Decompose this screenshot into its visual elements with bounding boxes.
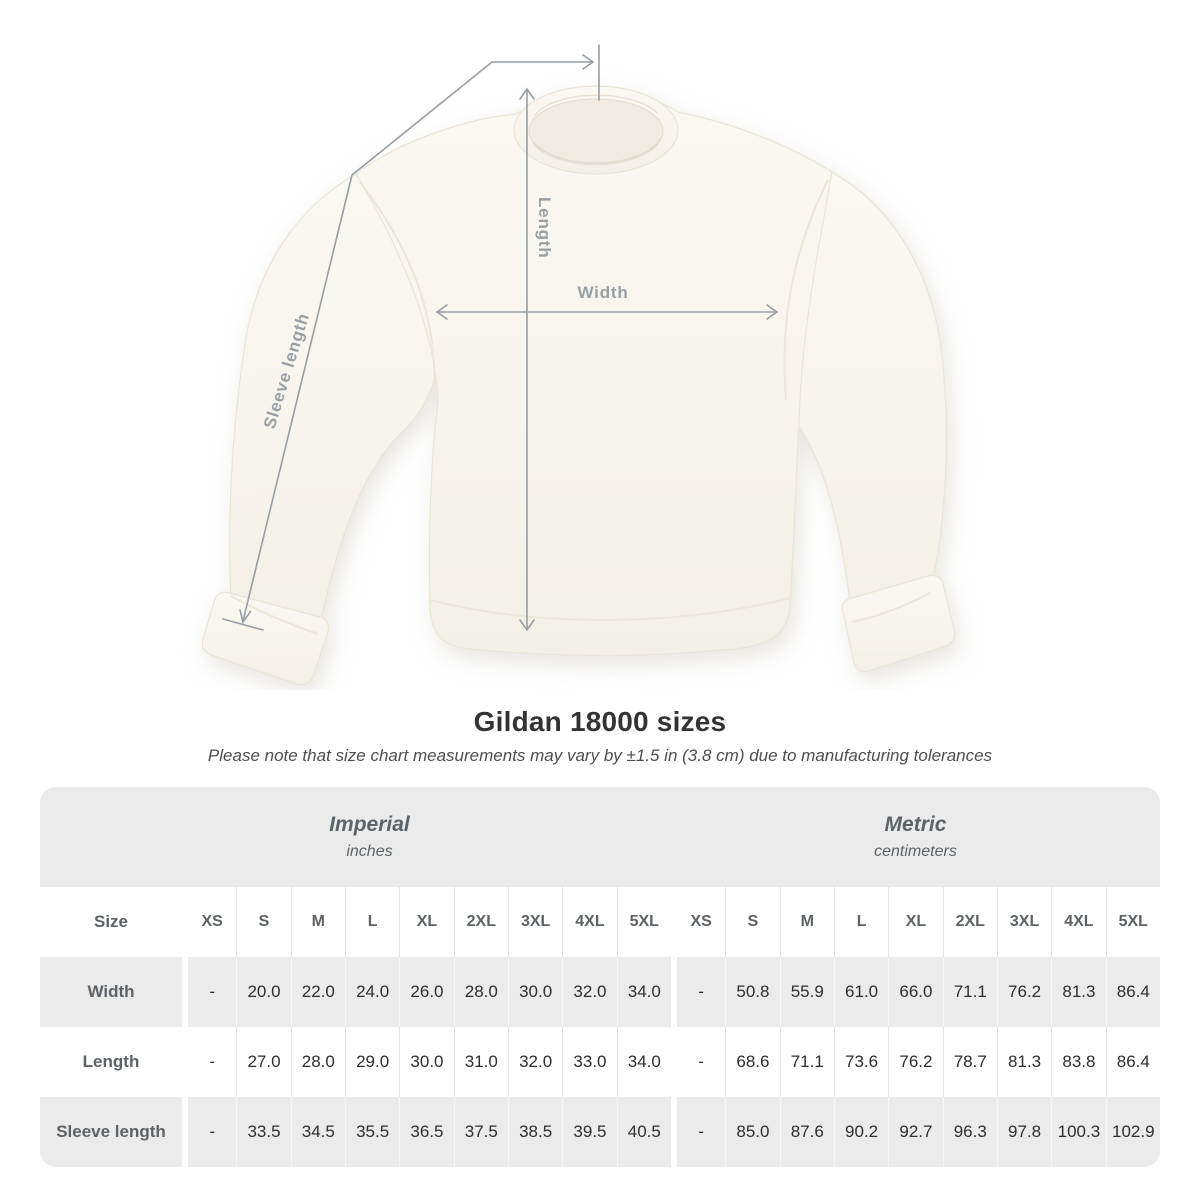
measurement-cell: 85.0 [725,1097,779,1167]
size-col-imperial-xs: XS [182,887,236,957]
measurement-cell: 86.4 [1106,1027,1160,1097]
size-col-imperial-m: M [291,887,345,957]
measurement-cell: 34.5 [291,1097,345,1167]
size-col-metric-xl: XL [888,887,942,957]
measurement-cell: 24.0 [345,957,399,1027]
measurement-cell: 96.3 [943,1097,997,1167]
measurement-cell: 66.0 [888,957,942,1027]
measurement-cell: - [182,1097,236,1167]
measurement-cell: 26.0 [399,957,453,1027]
tolerance-note: Please note that size chart measurements may vary by ±1.5 in (3.8 cm) due to manufacturing tolerances [207,746,993,765]
measurement-cell: 28.0 [454,957,508,1027]
row-label: Length [82,1052,140,1071]
size-col-imperial-2xl: 2XL [454,887,508,957]
measurement-cell: 34.0 [617,957,671,1027]
metric-unit: centimeters [874,843,957,860]
measurement-cell: - [182,957,236,1027]
size-col-metric-s: S [725,887,779,957]
page-title: Gildan 18000 sizes [473,706,727,737]
measurement-cell: 28.0 [291,1027,345,1097]
size-header: Size [93,912,129,931]
table-row-sleeve-length [40,1097,1160,1167]
measurement-cell: 33.0 [562,1027,616,1097]
measurement-cell: 86.4 [1106,957,1160,1027]
size-header-row [40,887,1160,957]
measurement-cell: 61.0 [834,957,888,1027]
size-col-metric-l: L [834,887,888,957]
measurement-cell: 22.0 [291,957,345,1027]
measurement-cell: - [182,1027,236,1097]
size-table-body [40,957,1160,1167]
imperial-unit: inches [346,843,393,860]
measurement-cell: 20.0 [236,957,290,1027]
measurement-cell: 97.8 [997,1097,1051,1167]
measurement-cell: 68.6 [725,1027,779,1097]
measurement-cell: 83.8 [1051,1027,1105,1097]
group-header-imperial [40,787,671,887]
size-col-imperial-4xl: 4XL [562,887,616,957]
measurement-cell: - [671,1097,725,1167]
measurement-cell: 36.5 [399,1097,453,1167]
table-row-length [40,1027,1160,1097]
unit-group-row [40,787,1160,887]
measurement-cell: 73.6 [834,1027,888,1097]
measurement-cell: 31.0 [454,1027,508,1097]
measurement-cell: 32.0 [508,1027,562,1097]
size-col-metric-5xl: 5XL [1106,887,1160,957]
measurement-cell: 32.0 [562,957,616,1027]
size-col-metric-xs: XS [671,887,725,957]
measurement-cell: 35.5 [345,1097,399,1167]
group-header-metric [671,787,1160,887]
measurement-cell: 90.2 [834,1097,888,1167]
row-label: Width [87,982,135,1001]
measurement-cell: 71.1 [780,1027,834,1097]
size-table [40,787,1160,1167]
measurement-cell: 92.7 [888,1097,942,1167]
measurement-cell: 87.6 [780,1097,834,1167]
size-table-card [40,787,1160,1167]
measurement-cell: 76.2 [997,957,1051,1027]
measurement-cell: 39.5 [562,1097,616,1167]
measurement-cell: 34.0 [617,1027,671,1097]
measurement-cell: 76.2 [888,1027,942,1097]
measurement-cell: 55.9 [780,957,834,1027]
measurement-cell: 30.0 [508,957,562,1027]
size-col-metric-4xl: 4XL [1051,887,1105,957]
measurement-cell: 30.0 [399,1027,453,1097]
measurement-cell: 29.0 [345,1027,399,1097]
size-col-imperial-5xl: 5XL [617,887,671,957]
row-label: Sleeve length [56,1122,166,1141]
size-col-imperial-3xl: 3XL [508,887,562,957]
measurement-cell: 81.3 [1051,957,1105,1027]
size-col-metric-m: M [780,887,834,957]
width-label: Width [577,283,629,302]
measurement-cell: 40.5 [617,1097,671,1167]
measurement-cell: 71.1 [943,957,997,1027]
measurement-cell: - [671,1027,725,1097]
size-col-imperial-l: L [345,887,399,957]
measurement-cell: 81.3 [997,1027,1051,1097]
size-col-imperial-xl: XL [399,887,453,957]
measurement-cell: - [671,957,725,1027]
measurement-cell: 78.7 [943,1027,997,1097]
size-col-metric-2xl: 2XL [943,887,997,957]
size-col-imperial-s: S [236,887,290,957]
metric-label: Metric [884,813,947,836]
measurement-cell: 33.5 [236,1097,290,1167]
measurement-cell: 100.3 [1051,1097,1105,1167]
sleeve-length-label: Sleeve length [259,310,314,432]
length-label: Length [535,197,554,259]
imperial-label: Imperial [329,813,410,836]
measurement-cell: 102.9 [1106,1097,1160,1167]
measurement-cell: 38.5 [508,1097,562,1167]
measurement-cell: 27.0 [236,1027,290,1097]
size-col-metric-3xl: 3XL [997,887,1051,957]
measurement-cell: 50.8 [725,957,779,1027]
table-row-width [40,957,1160,1027]
measurement-cell: 37.5 [454,1097,508,1167]
